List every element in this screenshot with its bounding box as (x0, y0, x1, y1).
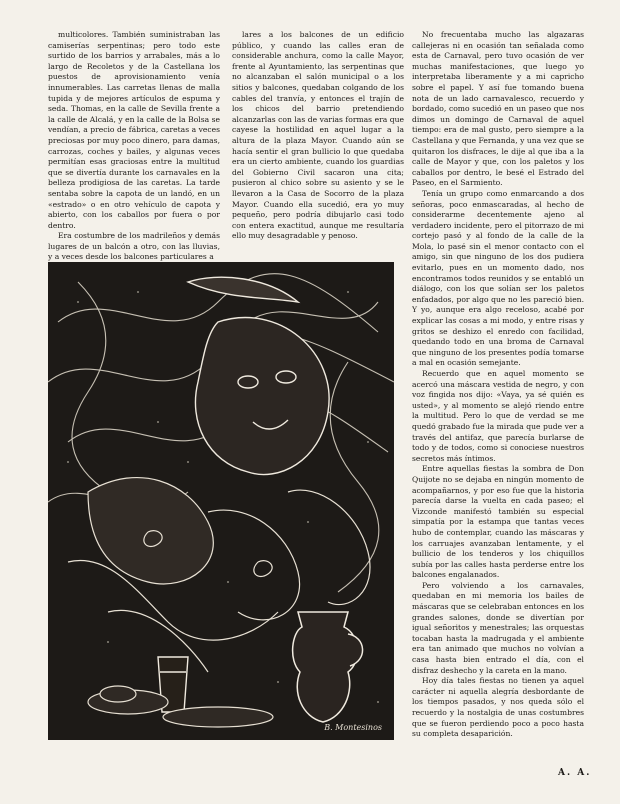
text-column-left (48, 30, 220, 265)
paragraph: lares a los balcones de un edificio público, y cuando las calles eran de considerable anchura, como la calle Mayor, frente al Ayuntamiento, las serpentinas que no alcanzaban el salón municipal o a los sitios y balcones, quedaban colgando de los cables del tranvía, y entonces el trajín de los chicos del barrio pretendiendo alcanzarlas con las de varias formas era que cayese la hostilidad en aquel lugar a la altura de la plaza Mayor. Cuando aún se hacía sentir el gran bullicio lo que quedaba era un cierto ambiente, cuando los guardias del Gobierno Civil sacaron una cita; pusieron al chico sobre su asiento y se le llevaron a la Casa de Socorro de la plaza Mayor. Cuando ella sucedió, era yo muy pequeño, pero podría dibujarlo casi todo con entera exactitud, aunque me resultaría ello muy desagradable y penoso. (232, 30, 404, 241)
text-column-right (412, 30, 584, 750)
paragraph: Pero volviendo a los carnavales, quedaban en mi memoria los bailes de máscaras que se celebraban entonces en los grandes salones, donde se divertían por igual señoritos y menestrales; las orquestas tocaban hasta la madrugada y el ambiente era tan animado que muchos no volvían a casa hasta bien entrado el día, con el disfraz deshecho y la careta en la mano. (412, 580, 584, 675)
author-signature: A. A. (558, 768, 592, 778)
artist-signature: B. Montesinos (324, 723, 382, 732)
illustration-artwork (48, 262, 394, 740)
paragraph: Recuerdo que en aquel momento se acercó una máscara vestida de negro, y con voz fingida nos dijo: «Vaya, ya sé quién es usted», y al momento se alejó riendo entre la multitud. Pero lo que de verdad se me quedó grabado fue la mirada que pude ver a través del antifaz, que parecía burlarse de todo y de todos, como si conociese nuestros secretos más íntimos. (412, 369, 584, 463)
paragraph: Hoy día tales fiestas no tienen ya aquel carácter ni aquella alegría desbordante de los tiempos pasados, y nos queda sólo el recuerdo y la nostalgia de unas costumbres que se fueron perdiendo poco a poco hasta su completa desaparición. (412, 676, 584, 739)
paragraph: multicolores. También suministraban las camiserías serpentinas; pero todo este surtido de los barrios y arrabales, más a lo largo de Recoletos y de la Castellana los puestos de aprovisionamiento venía innumerables. Las carretas llenas de malla tupida y de mejores artículos de espuma y seda. Thomas, en la calle de Sevilla frente a la calle de Alcalá, y en la calle de la Bolsa se vendían, a precio de fábrica, caretas a veces preciosas por muy poco dinero, para damas, carrozas, coches y bailes, y algunas veces permitían esas graciosas entre la multitud que se divertía durante los carnavales en la belleza prodigiosa de las caretas. La tarde sentaba sobre la capota de un landó, en un «estrado» o en otro vehículo de capota y abierto, con los caballos por fuera o por dentro. (48, 30, 220, 230)
carnival-illustration (48, 262, 394, 740)
paragraph: No frecuentaba mucho las algazaras callejeras ni en ocasión tan señalada como esta de Carnaval, pero tuvo ocasión de ver muchas manifestaciones, que luego yo interpretaba liberamente y a mi capricho sobre el papel. Y así fue tomando buena nota de un lado carnavalesco, recuerdo y bordado, como sucedió en un paseo que nos dimos un domingo de Carnaval de aquel tiempo: era de mal gusto, pero siempre a la Castellana y que Fernanda, y una vez que se quitaron los disfraces, le dije al que iba a la calle de Mayor y que, con los paletos y los caballos por dentro, le besé el Estrado del Paseo, en el Sarmiento. (412, 30, 584, 188)
paragraph: Era costumbre de los madrileños y demás lugares de un balcón a otro, con las lluvias, y a veces desde los balcones particulares a (48, 231, 220, 262)
paragraph: Entre aquellas fiestas la sombra de Don Quijote no se dejaba en ningún momento de acompañarnos, y por eso fue que la historia parecía darse la vuelta en cada paseo; el Vizconde manifestó también su especial simpatía por la estampa que tantas veces hubo de contemplar, cuando las máscaras y los carruajes avanzaban lentamente, y el bullicio de los tenderos y los chiquillos subía por las calles hasta perderse entre los balcones engalanados. (412, 464, 584, 580)
paragraph: Tenía un grupo como enmarcando a dos señoras, poco enmascaradas, al hecho de considerarme decentemente ajeno al verdadero incidente, pero el pitorrazo de mi cortejo pasó y al fondo de la calle de la Mola, lo pasé sin el menor contacto con el amigo, sin que ninguno de los dos pudiera evitarlo, pues en un momento dado, nos encontramos todos reunidos y se entabló un diálogo, con los que solían ser los paletos enfadados, por algo que no les pareció bien. Y yo, aunque era algo receloso, acabé por explicar las cosas a mi modo, y entre risas y gritos se deshizo el enredo con facilidad, quedando todo en una broma de Carnaval que ninguno de los presentes podía tomarse a mal en ocasión semejante. (412, 188, 584, 368)
text-column-middle (232, 30, 404, 255)
